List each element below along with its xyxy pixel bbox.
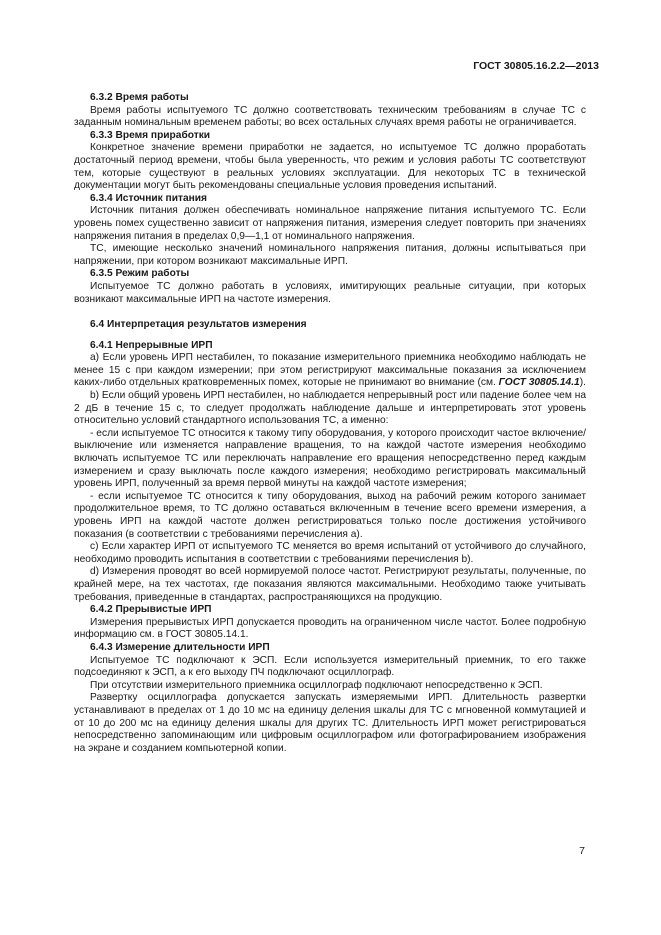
- section-6-3-2-para: Время работы испытуемого ТС должно соответствовать техническим требованиям в случае ТС с заданным номинальным временем работы; во всех остальных случаях время работы не ограничивается.: [74, 104, 586, 129]
- document-header: ГОСТ 30805.16.2.2—2013: [473, 60, 599, 72]
- section-6-3-4-para-1: Источник питания должен обеспечивать номинальное напряжение питания испытуемого ТС. Если уровень помех существенно зависит от напряжения питания, измерения следует повторить при значениях напряжения питания в пределах 0,9—1,1 от номинального напряжения.: [74, 205, 586, 242]
- section-6-4-1-item-d: d) Измерения проводят во всей нормируемой полосе частот. Регистрируют результаты, полученные, по крайней мере, на тех частотах, где показания являются максимальными. Необходимо также учитывать требования, приведенные в стандартах, распространяющихся на продукцию.: [74, 566, 586, 603]
- section-6-4-1-item-c: с) Если характер ИРП от испытуемого ТС меняется во время испытаний от устойчивого до случайного, необходимо проводить испытания в соответствии с требованиями перечисления b).: [74, 541, 586, 565]
- section-6-3-5-title: 6.3.5 Режим работы: [90, 268, 190, 280]
- section-6-4-3-para-1: Испытуемое ТС подключают к ЭСП. Если используется измерительный приемник, то его также подсоединяют к ЭСП, а к его выходу ПЧ подключают осциллограф.: [74, 654, 586, 679]
- item-a-end: ).: [579, 377, 586, 389]
- section-6-4-1-item-b-dash-2: - если испытуемое ТС относится к типу оборудования, выход на рабочий режим которого занимает продолжительное время, то ТС должно оставаться включенным в течение всего времени измерения, а уровень ИРП на каждой частоте должен регистрироваться только после достижения устойчивого показания (в соответствии с требованиями перечисления а).: [74, 490, 586, 540]
- section-6-3-4-para-2: ТС, имеющие несколько значений номинального напряжения питания, должны испытываться при напряжении, при котором возникают максимальные ИРП.: [74, 243, 586, 267]
- section-6-4-3-para-3: Развертку осциллографа допускается запускать измеряемыми ИРП. Длительность развертки устанавливают в пределах от 1 до 10 мс на единицу деления шкалы для ТС с мгновенной коммутацией и от 10 до 200 мс на единицу деления шкалы для других ТС. Длительность ИРП может регистрироваться непосредственно запоминающим или цифровым осциллографом или фотографированием изображения на экране и созданием компьютерной копии.: [74, 692, 586, 754]
- section-6-3-3-title: 6.3.3 Время приработки: [90, 129, 211, 141]
- item-a-text: а) Если уровень ИРП нестабилен, то показание измерительного приемника необходимо наблюдать не менее 15 с при каждом измерении; при этом регистрируют максимальные показания за исключением каких-либо отдельных кратковременных помех, которые не принимают во внимание (см.: [74, 352, 586, 389]
- section-6-3-4-title: 6.3.4 Источник питания: [90, 192, 207, 204]
- section-6-3-3-para: Конкретное значение времени приработки не задается, но испытуемое ТС должно проработать достаточный период времени, чтобы была уверенность, что режим и условия работы ТС соответствуют тем, которые существуют в реальных условиях эксплуатации. Для некоторых ТС в технической документации могут быть рекомендованы специальные условия проведения испытаний.: [74, 142, 586, 192]
- section-6-4-2-title: 6.4.2 Прерывистые ИРП: [90, 604, 212, 616]
- section-6-4-2-para: Измерения прерывистых ИРП допускается проводить на ограниченном числе частот. Более подробную информацию см. в ГОСТ 30805.14.1.: [74, 616, 586, 641]
- page-number: 7: [579, 845, 585, 857]
- section-6-4-1-item-a: [74, 352, 586, 390]
- document-body: [74, 92, 586, 755]
- section-6-4-3-para-2: При отсутствии измерительного приемника осциллограф подключают непосредственно к ЭСП.: [90, 679, 543, 691]
- section-6-4-3-title: 6.4.3 Измерение длительности ИРП: [90, 641, 270, 653]
- section-6-4-1-title: 6.4.1 Непрерывные ИРП: [90, 339, 213, 351]
- section-6-3-5-para: Испытуемое ТС должно работать в условиях, имитирующих реальные ситуации, при которых возникают максимальные ИРП на частоте измерения.: [74, 280, 586, 305]
- section-6-3-2-title: 6.3.2 Время работы: [90, 92, 189, 103]
- section-6-4-title: 6.4 Интерпретация результатов измерения: [90, 319, 307, 331]
- section-6-4-1-item-b-dash-1: - если испытуемое ТС относится к такому типу оборудования, у которого происходит частое включение/выключение или изменяется направление вращения, то на каждой частоте измерения необходимо включать испытуемое ТС или переключать направление его вращения непосредственно перед каждым измерением и сразу выключать после каждого измерения; необходимо регистрировать максимальный уровень ИРП, полученный за время первой минуты на каждой частоте измерения;: [74, 427, 586, 490]
- gost-reference: ГОСТ 30805.14.1: [498, 377, 580, 389]
- section-6-4-1-item-b: b) Если общий уровень ИРП нестабилен, но наблюдается непрерывный рост или падение более чем на 2 дБ в течение 15 с, то следует продолжать наблюдение дальше и интерпретировать этот уровень относительно условий стандартного использования ТС, а именно:: [74, 390, 586, 427]
